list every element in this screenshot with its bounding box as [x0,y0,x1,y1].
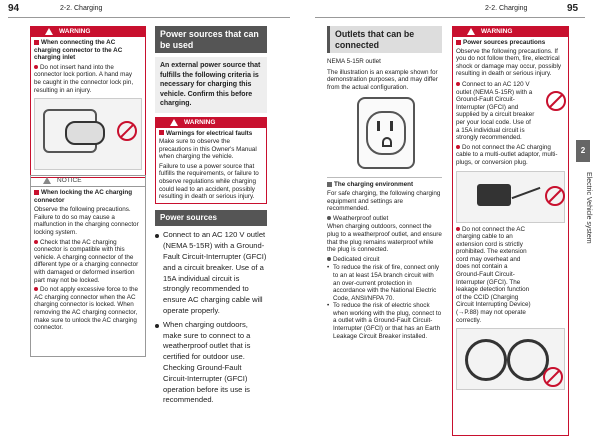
col3-illustration-note: The illustration is an example shown for demonstration purposes, and may differ from the actual configuration. [327,68,438,91]
col3: Outlets that can be connected NEMA 5-15R outlet The illustration is an example shown for demonstration purposes, and may differ from the actual configuration. The charging environment For safe charging, the following charging equipment and settings are recommended. Weatherproof outlet When charging outdoors, connect the plug to a weatherproof outlet, and ensure that the plug remains waterproof while the plug is connected. Dedicated circuit • To reduce the risk of fire, connect only to an at least 15A branch circuit with an over-current protection in accordance with the National Electric Code, ANSI/NFPA 70. • To reduce the risk of electric shock when working with the plug, connect to a outlet with a Ground-Fault Circuit-Interrupter (GFCI) or that has an Earth Leakage Circuit Breaker installed. [327,26,442,340]
col2 [155,26,267,406]
square-bullet-icon [34,40,39,45]
dot-bullet-icon [456,227,460,231]
col1-notice-heading: When locking the AC charging connector [34,189,133,204]
dot-bullet-icon [327,216,331,220]
col3-env-intro: For safe charging, the following charging equipment and settings are recommended. [327,189,441,213]
col4-item1: Connect to an AC 120 V outlet (NEMA 5-15R) with a Ground-Fault Circuit-Interrupter (GFCI) and supplied by a circuit breaker per your local code. Use of a 15A individual circuit is strongly recommended. [456,80,535,142]
prohibition-icon [543,367,563,387]
col1-notice-bar: NOTICE [31,176,145,187]
dot-bullet-icon [456,82,460,86]
col3-dc-item1: To reduce the risk of fire, connect only to an at least 15A branch circuit with an over-current protection in accordance with the National Electric Code, ANSI/NFPA 70. [333,264,440,302]
right-section-title: 2-2. Charging [485,5,528,12]
col3-outlet-name: NEMA 5-15R outlet [327,58,381,65]
col1-warning-bar: WARNING [31,27,145,37]
col2-warning-heading: Warnings for electrical faults [166,129,253,137]
col3-env-heading: The charging environment [334,181,414,189]
col4-intro: Observe the following precautions. If you do not follow them, fire, electrical shock or damage may occur, possibly resulting in death or serious injury. [456,47,561,78]
col2-bullet1: Connect to an AC 120 V outlet (NEMA 5-15R) with a Ground-Fault Circuit-Interrupter (GFCI) and a circuit breaker. Use of a 15A individual circuit is strongly recommended to ensure AC charging cable will operate properly. [163,230,267,315]
col3-wp-heading: Weatherproof outlet [333,214,389,222]
col2-warning-p1: Make sure to observe the precautions in this Owner's Manual when charging the vehicle. [159,138,257,161]
square-bullet-icon [34,190,39,195]
col4-item2: Do not connect the AC charging cable to a multi-outlet adaptor, multi-plugs, or conversion plug. [456,143,558,166]
dot-bullet-icon [34,240,38,244]
col2-subtitle: Power sources [155,210,267,227]
dot-bullet-icon [34,287,38,291]
prohibition-icon [117,121,137,141]
outlet-illustration [357,97,415,169]
col1-notice-box [30,175,146,357]
chapter-title-vertical: Electric Vehicle system [585,172,592,244]
right-header-rule [315,17,585,18]
chapter-tab: 2 [576,140,590,162]
left-section-title: 2-2. Charging [60,5,103,12]
col2-warning-box [155,117,267,204]
col1-warning-item: Do not insert hand into the connector lock portion. A hand may be caught in the connector lock pin, resulting in an injury. [34,63,134,94]
col1-warning-box [30,26,146,178]
left-header-rule [8,17,290,18]
col2-lead: An external power source that fulfills the following criteria is necessary for charging this vehicle. Confirm this before charging. [155,57,267,113]
prohibition-icon [546,91,566,111]
warning-triangle-icon [170,119,178,126]
square-bullet-icon [159,130,164,135]
left-page-number: 94 [8,3,20,14]
col1-notice-intro: Observe the following precautions. Failure to do so may cause a malfunction in the charging connector locking system. [34,206,139,236]
col2-warning-bar: WARNING [156,118,266,128]
dot-bullet-icon [155,234,159,238]
multi-outlet-illustration [456,171,565,223]
right-page-number: 95 [567,3,579,14]
square-bullet-icon [456,40,461,45]
dot-bullet-icon [155,324,159,328]
col2-title: Power sources that can be used [155,26,267,53]
col4-warning-bar: WARNING [453,27,568,37]
col1-warning-heading: When connecting the AC charging connector to the AC charging inlet [34,39,123,62]
col3-wp-text: When charging outdoors, connect the plug to a weatherproof outlet, and ensure that the plug remains waterproof while the plug is connected. [327,223,442,254]
dot-bullet-icon [327,257,331,261]
col2-warning-p2: Failure to use a power source that fulfills the requirements, or failure to observe regulations while charging could lead to an accident, possibly resulting in death or serious injury. [159,162,259,201]
notice-triangle-icon [43,177,51,184]
extension-cord-illustration [456,328,565,390]
prohibition-icon [545,186,565,206]
col3-dc-item2: To reduce the risk of electric shock when working with the plug, connect to a outlet with a Ground-Fault Circuit-Interrupter (GFCI) or that has an Earth Leakage Circuit Breaker installed. [333,302,442,340]
col1-notice-item2: Do not apply excessive force to the AC charging connector when the AC charging connector is locked. When removing the AC charging connector, make sure to unlock the AC charging connector. [34,286,139,332]
dot-bullet-icon [456,145,460,149]
col4-item3: Do not connect the AC charging cable to an extension cord is strictly prohibited. The extension cord may overheat and does not contain a Ground-Fault Circuit-Interrupter (GFCI). The leakage detection function of the CCID (Charging Circuit Interrupting Device) (→P.88) may not operate correctly. [456,225,531,324]
col4-heading: Power sources precautions [463,39,546,46]
warning-triangle-icon [467,28,475,35]
warning-triangle-icon [45,28,53,35]
col3-dc-heading: Dedicated circuit [333,255,380,263]
col4-warning-box [452,26,569,436]
col3-title: Outlets that can be connected [327,26,442,53]
connector-illustration [34,98,142,170]
dot-bullet-icon [34,65,38,69]
col2-bullet2: When charging outdoors, make sure to connect to a weatherproof outlet that is certified for outdoor use. Checking Ground-Fault Circuit-Interrupter (GFCI) operation before its use is recommended. [163,319,251,405]
col1-notice-item1: Check that the AC charging connector is compatible with this vehicle. A charging connector of the different type or a charging connector with damaged or deformed insertion part may not be locked. [34,238,139,284]
square-bullet-icon [327,182,332,187]
